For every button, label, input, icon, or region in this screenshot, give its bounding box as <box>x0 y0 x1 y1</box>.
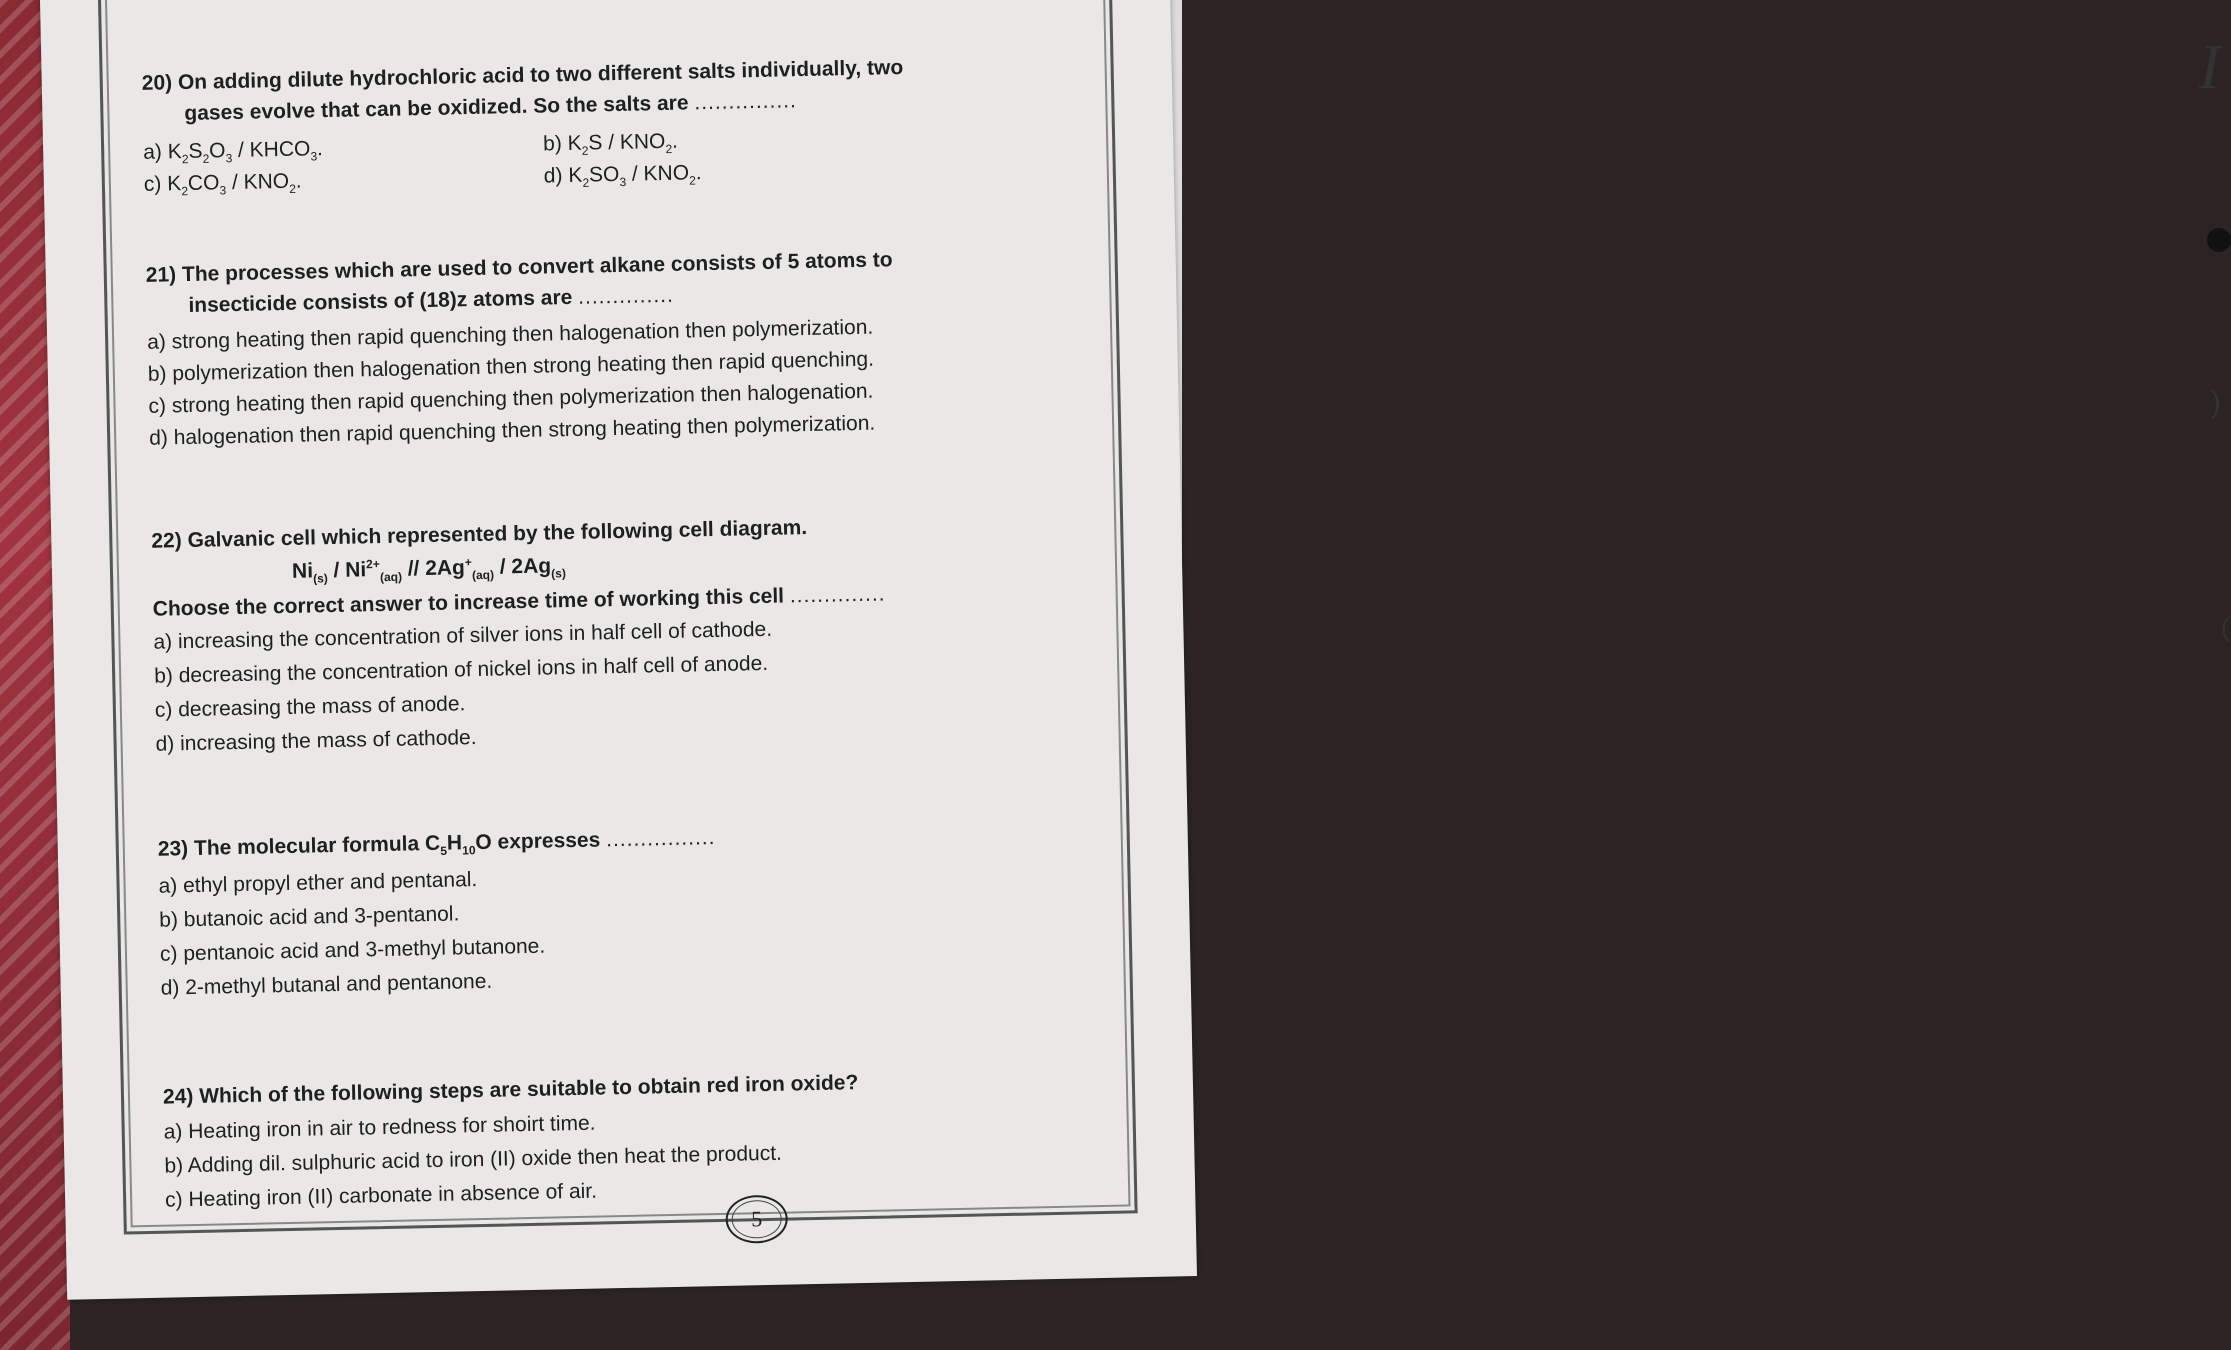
option-b: b) Adding dil. sulphuric acid to iron (II) oxide then heat the product. <box>164 1141 783 1178</box>
option-c: c) decreasing the mass of anode. <box>154 692 466 722</box>
question-text: Which of the following steps are suitable to obtain red iron oxide? <box>198 1071 859 1108</box>
option-a: a) strong heating then rapid quenching then halogenation then polymerization. <box>146 315 874 354</box>
answer-blank: .............. <box>577 283 675 309</box>
option-d: d) $K_2SO_3 / KNO_2$. <box>543 161 702 190</box>
question-text: Galvanic cell which represented by the following cell diagram. <box>187 516 808 553</box>
page-number: 5 <box>725 1195 788 1244</box>
option-b: b) butanoic acid and 3-pentanol. <box>159 902 460 932</box>
option-b: b) $K_2S / KNO_2$. <box>542 129 679 158</box>
question-text: Choose the correct answer to increase time of working this cell <box>152 584 785 621</box>
question-text: The processes which are used to convert alkane consists of 5 atoms to <box>181 248 893 287</box>
option-d: d) increasing the mass of cathode. <box>155 726 477 756</box>
question-text: The molecular formula $C_5H_{10}O$ expresses <box>193 828 601 860</box>
answer-blank: ............... <box>694 89 798 115</box>
question-number: 20) <box>141 71 173 95</box>
option-c: c) strong heating then rapid quenching then polymerization then halogenation. <box>148 379 874 418</box>
margin-paren: ) <box>2211 386 2221 419</box>
question-text: gases evolve that can be oxidized. So the salts are <box>184 91 689 125</box>
option-b: b) decreasing the concentration of nickel ions in half cell of anode. <box>153 651 769 688</box>
option-a: a) Heating iron in air to redness for shoirt time. <box>163 1111 596 1144</box>
question-number: 22) <box>151 529 182 553</box>
option-d: d) halogenation then rapid quenching then strong heating then polymerization. <box>148 411 876 450</box>
exam-page <box>40 0 1197 1300</box>
margin-dot <box>2207 228 2231 252</box>
answer-blank: .............. <box>789 582 886 608</box>
option-d: d) 2-methyl butanal and pentanone. <box>160 969 493 1000</box>
option-a: a) ethyl propyl ether and pentanal. <box>158 868 478 898</box>
option-a: a) $K_2S_2O_3$ / $KHCO_3$. <box>142 137 324 167</box>
answer-blank: ................ <box>605 826 716 852</box>
option-c: c) Heating iron (II) carbonate in absence of air. <box>164 1179 598 1212</box>
option-b: b) polymerization then halogenation then strong heating then rapid quenching. <box>147 347 875 386</box>
question-number: 23) <box>157 837 189 861</box>
option-c: c) $K_2CO_3 / KNO_2$. <box>143 169 302 199</box>
question-number: 24) <box>162 1085 194 1109</box>
question-number: 21) <box>145 263 177 287</box>
margin-mark: I <box>2199 31 2221 102</box>
margin-paren: ( <box>2221 612 2230 642</box>
option-a: a) increasing the concentration of silver ions in half cell of cathode. <box>153 617 773 654</box>
cell-diagram: $Ni_{(s)} / Ni^{2+}_{(aq)} // 2Ag^+_{(aq)} / 2Ag_{(s)}$ <box>291 554 567 586</box>
option-c: c) pentanoic acid and 3-methyl butanone. <box>159 934 546 966</box>
question-text: On adding dilute hydrochloric acid to two different salts individually, two <box>177 55 904 95</box>
question-text: insecticide consists of (18)z atoms are <box>188 285 573 317</box>
